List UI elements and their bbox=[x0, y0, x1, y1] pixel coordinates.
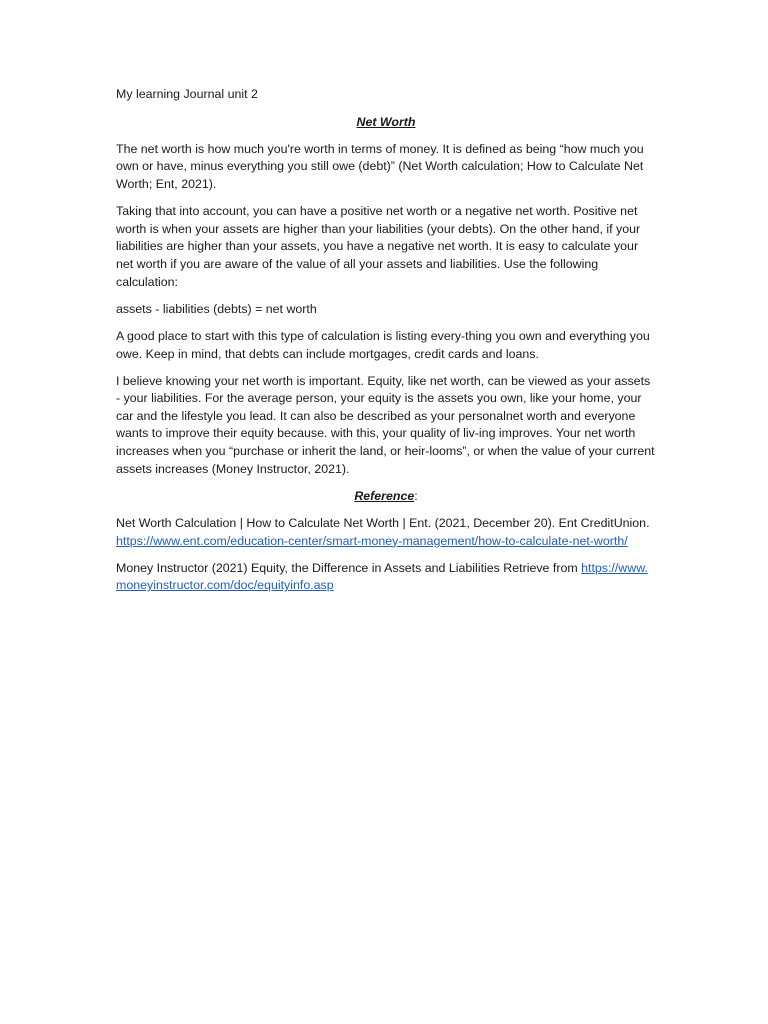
reference-item-ent bbox=[116, 515, 656, 550]
reference-link-ent[interactable]: https://www.ent.com/education-center/smart-money-management/how-to-calculate-net-worth/ bbox=[116, 533, 628, 548]
section-heading bbox=[116, 114, 656, 132]
reference-heading-line bbox=[116, 488, 656, 506]
document-page bbox=[116, 86, 656, 605]
paragraph-positive-negative: Taking that into account, you can have a positive net worth or a negative net worth. Positive net worth is when your assets are higher than your liabilities (your debts). On the other hand, if your liabilities are higher than your assets, you have a negative net worth. It is easy to calculate your net worth if you are aware of the value of all your assets and liabilities. Use the following calculation: bbox=[116, 204, 641, 289]
paragraph-definition: The net worth is how much you're worth in terms of money. It is defined as being “how much you own or have, minus everything you still owe (debt)” (Net Worth calculation; How to Calculate Net Worth; Ent, 2021). bbox=[116, 141, 644, 191]
paragraph-listing: A good place to start with this type of calculation is listing every-thing you own and everything you owe. Keep in mind, that debts can include mortgages, credit cards and loans. bbox=[116, 328, 650, 361]
reference-text: Money Instructor (2021) Equity, the Difference in Assets and Liabilities Retrieve from bbox=[116, 560, 582, 575]
reference-item-moneyinstructor bbox=[116, 560, 656, 595]
paragraph-formula: assets - liabilities (debts) = net worth bbox=[116, 301, 317, 316]
reference-link-moneyinstructor[interactable]: https://www.moneyinstructor.com/doc/equityinfo.asp bbox=[116, 560, 648, 593]
net-worth-heading: Net Worth bbox=[356, 114, 416, 129]
reference-heading: Reference bbox=[354, 488, 415, 503]
reference-colon: : bbox=[414, 488, 418, 503]
reference-text: Net Worth Calculation | How to Calculate Net Worth | Ent. (2021, December 20). Ent CreditUnion. bbox=[116, 516, 650, 531]
journal-title: My learning Journal unit 2 bbox=[116, 87, 258, 101]
paragraph-equity: I believe knowing your net worth is important. Equity, like net worth, can be viewed as your assets - your liabilities. For the average person, your equity is the assets you own, like your home, your car and the lifestyle you lead. It can also be described as your personalnet worth and everyone wants to improve their equity because. with this, your quality of liv-ing improves. Your net worth increases when you “purchase or inherit the land, or heir-looms”, or when the value of your current assets increases (Money Instructor, 2021). bbox=[116, 373, 655, 476]
